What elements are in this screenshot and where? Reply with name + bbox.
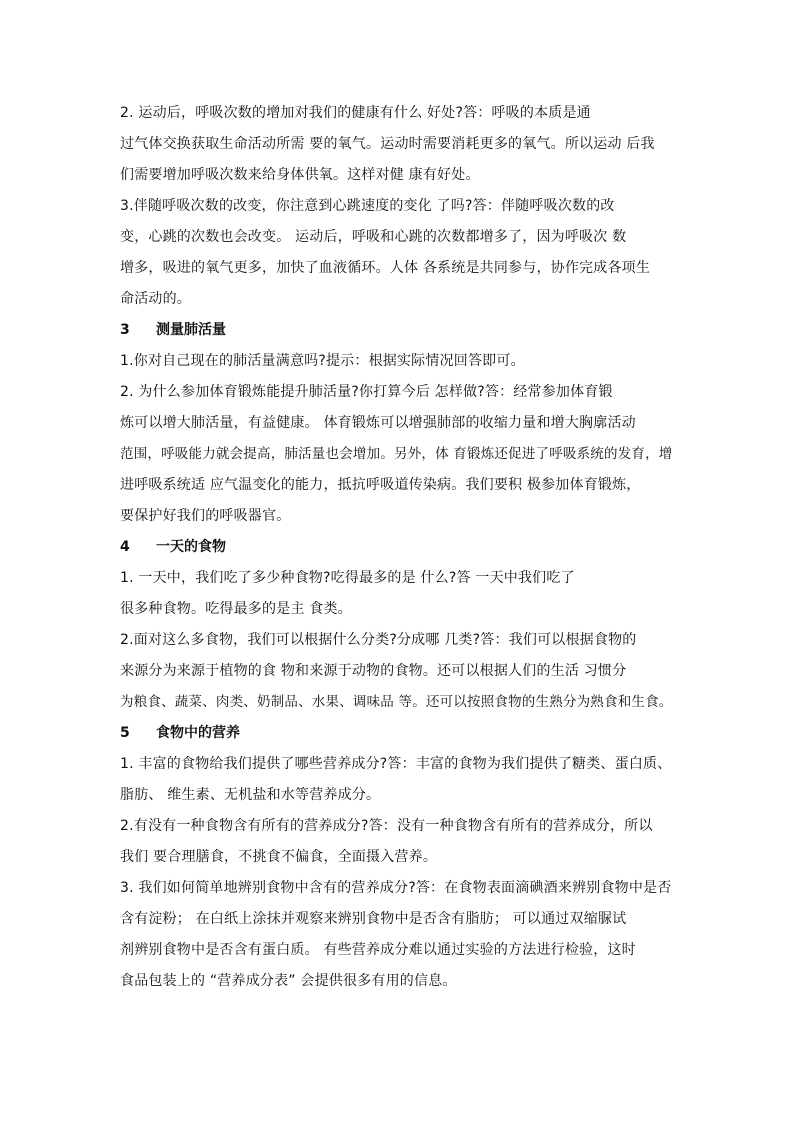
section-number: 3 [120,322,130,338]
section-heading [120,718,680,749]
text-line: 炼可以增大肺活量，有益健康。 体育锻炼可以增强肺部的收缩力量和增大胸廓活动 [120,415,636,431]
section-title: 一天的食物 [156,539,226,555]
section-number: 5 [120,725,130,741]
text-line: 3. 我们如何简单地辨别食物中含有的营养成分?答：在食物表面滴碘酒来辨别食物中是否 [120,880,672,896]
text-line: 食品包装上的 “营养成分表” 会提供很多有用的信息。 [120,973,457,989]
text-line: 2. 运动后，呼吸次数的增加对我们的健康有什么 好处?答：呼吸的本质是通 [120,105,591,121]
text-line: 1. 丰富的食物给我们提供了哪些营养成分?答：丰富的食物为我们提供了糖类、蛋白质、 [120,756,672,772]
section-number: 4 [120,539,130,555]
text-line: 范围，呼吸能力就会提高，肺活量也会增加。另外，体 育锻炼还促进了呼吸系统的发育，增 [120,446,673,462]
section-heading [120,315,680,346]
text-line: 剂辨别食物中是否含有蛋白质。 有些营养成分难以通过实验的方法进行检验，这时 [120,942,636,958]
text-line: 2. 为什么参加体育锻炼能提升肺活量?你打算今后 怎样做?答：经常参加体育锻 [120,384,613,400]
text-line: 过气体交换获取生命活动所需 要的氧气。运动时需要消耗更多的氧气。所以运动 后我 [120,136,655,152]
text-line: 2.有没有一种食物含有所有的营养成分?答：没有一种食物含有所有的营养成分，所以 [120,818,653,834]
document-body [120,98,680,997]
text-line: 2.面对这么多食物，我们可以根据什么分类?分成哪 几类?答：我们可以根据食物的 [120,632,637,648]
text-line: 增多，吸进的氧气更多，加快了血液循环。人体 各系统是共同参与，协作完成各项生 [120,260,651,276]
text-line: 来源分为来源于植物的食 物和来源于动物的食物。还可以根据人们的生活 习惯分 [120,663,627,679]
text-line: 很多种食物。吃得最多的是主 食类。 [120,601,352,617]
section-title: 食物中的营养 [156,725,240,741]
text-line: 命活动的。 [120,291,191,307]
section-heading [120,532,680,563]
text-line: 进呼吸系统适 应气温变化的能力，抵抗呼吸道传染病。我们要积 极参加体育锻炼， [120,477,641,493]
text-line: 1.你对自己现在的肺活量满意吗?提示：根据实际情况回答即可。 [120,353,525,369]
text-line: 我们 要合理膳食，不挑食不偏食，全面摄入营养。 [120,849,438,865]
text-line: 变，心跳的次数也会改变。 运动后，呼吸和心跳的次数都增多了，因为呼吸次 数 [120,229,627,245]
text-line: 为粮食、蔬菜、肉类、奶制品、水果、调味品 等。还可以按照食物的生熟分为熟食和生食。 [120,694,673,710]
text-line: 含有淀粉； 在白纸上涂抹并观察来辨别食物中是否含有脂肪； 可以通过双缩脲试 [120,911,627,927]
text-line: 要保护好我们的呼吸器官。 [120,508,291,524]
text-line: 1. 一天中，我们吃了多少种食物?吃得最多的是 什么?答 一天中我们吃了 [120,570,575,586]
text-line: 3.伴随呼吸次数的改变，你注意到心跳速度的变化 了吗?答：伴随呼吸次数的改 [120,198,615,214]
text-line: 们需要增加呼吸次数来给身体供氧。这样对健 康有好处。 [120,167,480,183]
section-title: 测量肺活量 [156,322,226,338]
text-line: 脂肪、 维生素、无机盐和水等营养成分。 [120,787,381,803]
